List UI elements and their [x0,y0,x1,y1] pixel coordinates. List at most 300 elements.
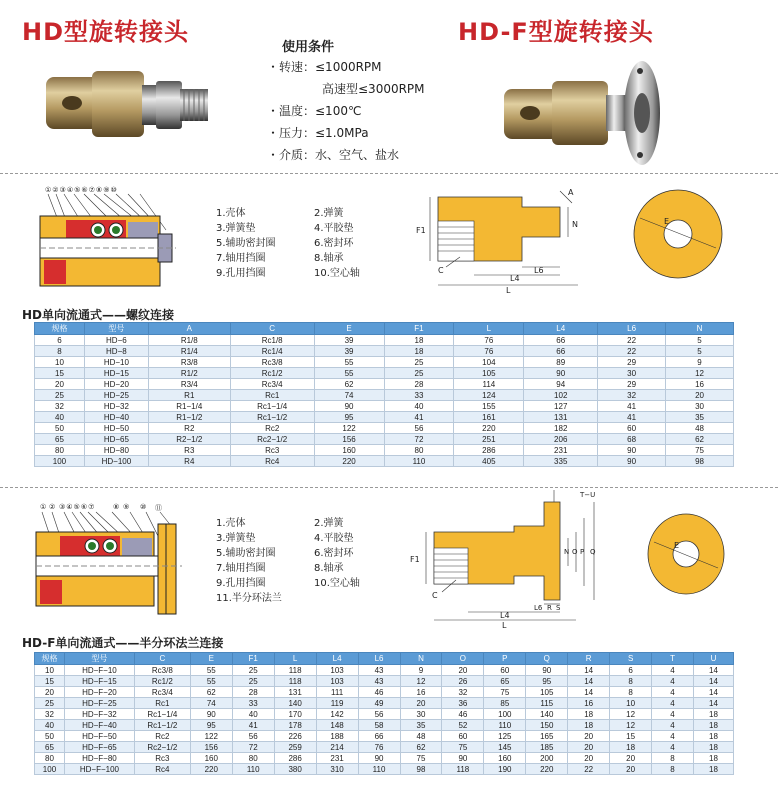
hd-cell-f1: 40 [384,401,454,412]
hdf-header-p: P [484,653,526,665]
hdf-cell-r: 22 [568,764,610,775]
hd-cell-a: R2 [148,423,230,434]
hdf-cell-规格: 50 [35,731,65,742]
hd-cell-l6: 60 [598,423,666,434]
hdf-cell-r: 20 [568,753,610,764]
hd-cell-f1: 72 [384,434,454,445]
hd-cell-e: 160 [314,445,384,456]
hdf-cell-q: 150 [526,720,568,731]
hdf-cell-e: 90 [190,709,232,720]
hdf-cell-r: 16 [568,698,610,709]
hdf-cell-q: 90 [526,665,568,676]
hdf-dim-n: N [564,548,570,556]
hd-cell-型号: HD−50 [84,423,148,434]
hdf-cell-t: 4 [652,731,694,742]
hd-spec-table [34,322,734,467]
hdf-cell-r: 14 [568,676,610,687]
hdf-header-e: E [190,653,232,665]
hd-cell-f1: 41 [384,412,454,423]
hdf-table-row [35,731,734,742]
hdf-cell-t: 8 [652,753,694,764]
hdf-cell-o: 20 [442,665,484,676]
hdf-part-7: 7.轴用挡圈 [216,563,266,574]
hdf-part-5: 5.辅助密封圈 [216,548,276,559]
hd-cell-n: 16 [666,379,734,390]
hdf-cell-l: 259 [274,742,316,753]
hd-cell-l4: 231 [524,445,598,456]
hd-cell-l6: 29 [598,379,666,390]
hd-dim-l: L [506,286,511,295]
hd-cell-l: 161 [454,412,524,423]
hd-cell-e: 62 [314,379,384,390]
divider-middle [0,487,778,488]
hd-cell-c: Rc2−1/2 [230,434,314,445]
hd-cell-l6: 41 [598,401,666,412]
hd-cell-a: R1/8 [148,335,230,346]
hd-cell-n: 75 [666,445,734,456]
hd-end-view [632,188,724,280]
hd-cell-f1: 18 [384,346,454,357]
hd-header-l4: L4 [524,323,598,335]
hdf-cell-q: 105 [526,687,568,698]
hdf-table-row [35,676,734,687]
hd-cell-l6: 30 [598,368,666,379]
hdf-cell-规格: 40 [35,720,65,731]
hd-header-c: C [230,323,314,335]
hdf-cell-t: 4 [652,742,694,753]
hdf-callout-9: ⑨ [123,503,130,511]
hd-cell-e: 74 [314,390,384,401]
hd-cell-l4: 89 [524,357,598,368]
hd-dimension-drawing [410,185,610,295]
hd-cell-c: Rc1/4 [230,346,314,357]
hdf-dim-o: O [572,548,578,556]
hdf-cell-s: 10 [610,698,652,709]
hd-callout-numbers: ①②③④⑤⑥⑦⑧⑨⑩ [45,186,118,194]
hd-cell-l4: 131 [524,412,598,423]
hdf-cell-f1: 28 [232,687,274,698]
hd-cell-l: 155 [454,401,524,412]
hd-table-row [35,379,734,390]
hd-part-8: 8.轴承 [314,253,344,264]
hdf-cell-n: 98 [400,764,442,775]
hdf-header-u: U [693,653,733,665]
hdf-dim-l4: L4 [500,611,510,620]
hdf-cell-r: 20 [568,742,610,753]
hdf-cell-e: 55 [190,665,232,676]
hdf-end-view [646,512,726,596]
hdf-cell-l6: 76 [358,742,400,753]
hdf-cell-t: 4 [652,720,694,731]
hd-cell-a: R2−1/2 [148,434,230,445]
hdf-part-11: 11.半分环法兰 [216,593,282,604]
hdf-callout-2: ② [49,503,56,511]
hdf-dim-tu: T−U [580,491,596,499]
hd-cell-f1: 80 [384,445,454,456]
hd-cell-l4: 102 [524,390,598,401]
hdf-cell-规格: 80 [35,753,65,764]
hdf-cell-c: Rc2−1/2 [134,742,190,753]
hdf-cell-l: 380 [274,764,316,775]
hdf-dim-r: R [547,604,552,612]
hdf-cell-q: 185 [526,742,568,753]
hdf-dim-l6: L6 [534,604,543,612]
hdf-cell-e: 74 [190,698,232,709]
hdf-callout-10: ⑩ [140,503,147,511]
hd-cell-f1: 18 [384,335,454,346]
hdf-cell-型号: HD−F−80 [64,753,134,764]
hdf-part-2: 2.弹簧 [314,518,344,529]
hd-cell-a: R1/4 [148,346,230,357]
hdf-cell-r: 18 [568,720,610,731]
hdf-table-row [35,687,734,698]
hdf-cell-f1: 40 [232,709,274,720]
condition-speed-high: 高速型≤3000RPM [322,82,425,96]
hdf-cell-o: 52 [442,720,484,731]
hdf-cell-r: 14 [568,687,610,698]
hdf-dim-c: C [432,591,438,600]
hd-parts-legend [216,206,394,281]
hdf-cell-p: 190 [484,764,526,775]
hd-cell-f1: 25 [384,357,454,368]
hd-section-title [22,306,174,323]
hd-cell-l: 104 [454,357,524,368]
hd-cell-c: Rc1/2 [230,368,314,379]
hdf-cell-型号: HD−F−10 [64,665,134,676]
hdf-cell-c: Rc3/4 [134,687,190,698]
hdf-cell-s: 12 [610,709,652,720]
hdf-cell-c: Rc4 [134,764,190,775]
hdf-cell-l6: 49 [358,698,400,709]
hdf-cell-l6: 46 [358,687,400,698]
hd-part-4: 4.平胶垫 [314,223,354,234]
hdf-cell-p: 75 [484,687,526,698]
hd-cell-规格: 6 [35,335,85,346]
hd-dim-e: E [664,217,670,226]
hdf-title: HD-F型旋转接头 [458,18,654,46]
hdf-cell-l4: 310 [316,764,358,775]
hd-cell-l: 124 [454,390,524,401]
hd-cell-l4: 206 [524,434,598,445]
hd-cell-n: 5 [666,346,734,357]
hdf-cell-t: 4 [652,687,694,698]
hdf-cell-n: 62 [400,742,442,753]
hd-header-a: A [148,323,230,335]
hdf-cell-c: Rc1−1/2 [134,720,190,731]
hdf-cell-f1: 33 [232,698,274,709]
hdf-cell-l4: 231 [316,753,358,764]
hd-header-n: N [666,323,734,335]
hdf-header-l: L [274,653,316,665]
hdf-cell-p: 145 [484,742,526,753]
hd-part-7: 7.轴用挡圈 [216,253,266,264]
hdf-cell-l6: 56 [358,709,400,720]
hd-header-型号: 型号 [84,323,148,335]
hdf-cell-u: 18 [693,731,733,742]
hdf-cell-p: 85 [484,698,526,709]
hd-cell-l6: 68 [598,434,666,445]
hd-cell-l4: 127 [524,401,598,412]
hdf-header-l4: L4 [316,653,358,665]
hd-cell-l4: 335 [524,456,598,467]
hdf-product-photo [502,55,672,165]
hdf-cell-p: 60 [484,665,526,676]
hdf-cell-u: 14 [693,698,733,709]
hdf-cell-型号: HD−F−15 [64,676,134,687]
condition-pressure: ・压力：≤1.0MPa [267,126,369,140]
hd-cell-型号: HD−6 [84,335,148,346]
hdf-cell-n: 20 [400,698,442,709]
hdf-cell-规格: 32 [35,709,65,720]
hd-part-1: 1.壳体 [216,208,246,219]
hd-cross-section [36,190,186,290]
hdf-header-r: R [568,653,610,665]
hdf-dim-p: P [580,548,585,556]
hdf-cell-c: Rc1 [134,698,190,709]
hdf-callout-3-7: ③④⑤⑥⑦ [59,503,96,511]
hdf-parts-legend [216,516,394,606]
hd-cell-c: Rc2 [230,423,314,434]
hd-cell-型号: HD−65 [84,434,148,445]
hdf-callout-11: ⑪ [155,504,162,512]
hdf-cell-f1: 25 [232,665,274,676]
hdf-cell-规格: 10 [35,665,65,676]
hdf-section-title [22,634,223,651]
hdf-spec-table [34,652,734,775]
hdf-cell-s: 20 [610,764,652,775]
hdf-cell-q: 140 [526,709,568,720]
hd-section-text: 单向流通式——螺纹连接 [42,308,175,322]
hdf-section-prefix: HD-F [22,636,56,650]
hd-cell-e: 39 [314,346,384,357]
hd-cell-f1: 56 [384,423,454,434]
hdf-table-row [35,665,734,676]
hd-cell-规格: 32 [35,401,85,412]
hdf-part-3: 3.弹簧垫 [216,533,256,544]
hd-cell-n: 62 [666,434,734,445]
hdf-cell-l4: 119 [316,698,358,709]
hdf-cell-e: 62 [190,687,232,698]
hdf-header-n: N [400,653,442,665]
hdf-cell-u: 18 [693,709,733,720]
hdf-cell-o: 118 [442,764,484,775]
hd-part-3: 3.弹簧垫 [216,223,256,234]
hdf-cell-t: 4 [652,698,694,709]
hdf-cell-e: 156 [190,742,232,753]
hd-cell-型号: HD−40 [84,412,148,423]
hdf-cell-t: 4 [652,676,694,687]
hdf-cell-f1: 25 [232,676,274,687]
hd-cell-l4: 66 [524,346,598,357]
hd-cell-l: 405 [454,456,524,467]
hd-cell-规格: 65 [35,434,85,445]
hd-cell-l6: 22 [598,346,666,357]
divider-top [0,173,778,174]
hdf-cell-l6: 66 [358,731,400,742]
hdf-cell-p: 125 [484,731,526,742]
hdf-dim-f1: F1 [410,555,420,564]
hd-title: HD型旋转接头 [22,18,190,46]
hd-cell-型号: HD−10 [84,357,148,368]
hdf-cell-t: 4 [652,709,694,720]
hdf-dimension-drawing [404,488,644,628]
hdf-cell-t: 8 [652,764,694,775]
hd-cell-型号: HD−15 [84,368,148,379]
hdf-dim-e: E [674,541,680,550]
hd-cell-l: 105 [454,368,524,379]
hdf-cell-l: 178 [274,720,316,731]
hdf-part-9: 9.孔用挡圈 [216,578,266,589]
hd-part-9: 9.孔用挡圈 [216,268,266,279]
hd-cell-c: Rc1/8 [230,335,314,346]
hdf-cell-l: 170 [274,709,316,720]
hdf-callout-8: ⑧ [113,503,120,511]
hd-cell-l6: 22 [598,335,666,346]
hdf-cell-e: 122 [190,731,232,742]
hdf-dim-l: L [502,621,507,628]
hdf-cell-规格: 65 [35,742,65,753]
hdf-table-row [35,698,734,709]
hd-table-row [35,434,734,445]
hd-cell-n: 5 [666,335,734,346]
hdf-section-text: 单向流通式——半分环法兰连接 [55,636,224,650]
hd-cell-n: 98 [666,456,734,467]
hd-cell-型号: HD−32 [84,401,148,412]
hd-header-f1: F1 [384,323,454,335]
hdf-cell-n: 75 [400,753,442,764]
hdf-cell-型号: HD−F−65 [64,742,134,753]
hd-cell-e: 90 [314,401,384,412]
hd-cell-l6: 29 [598,357,666,368]
hd-cell-f1: 110 [384,456,454,467]
hd-table-row [35,412,734,423]
hd-table-row [35,335,734,346]
hd-cell-n: 48 [666,423,734,434]
hd-cell-l6: 90 [598,445,666,456]
hdf-cell-u: 18 [693,753,733,764]
hd-cell-规格: 80 [35,445,85,456]
hd-cell-规格: 50 [35,423,85,434]
hd-part-6: 6.密封环 [314,238,354,249]
hdf-cell-l: 140 [274,698,316,709]
conditions-title: 使用条件 [282,40,335,55]
condition-medium: ・介质：水、空气、盐水 [267,148,400,162]
hdf-cell-f1: 110 [232,764,274,775]
hd-cell-型号: HD−25 [84,390,148,401]
hd-cell-规格: 100 [35,456,85,467]
hd-cell-l6: 90 [598,456,666,467]
hdf-dim-s: S [556,604,561,612]
hdf-cell-s: 18 [610,742,652,753]
hd-cell-e: 156 [314,434,384,445]
hdf-cell-q: 200 [526,753,568,764]
hdf-cell-n: 48 [400,731,442,742]
hd-cell-a: R1−1/4 [148,401,230,412]
hdf-cell-o: 75 [442,742,484,753]
hd-part-10: 10.空心轴 [314,268,360,279]
hd-cell-c: Rc1−1/2 [230,412,314,423]
hdf-table-row [35,753,734,764]
hdf-cell-o: 60 [442,731,484,742]
hdf-cell-o: 46 [442,709,484,720]
hdf-header-t: T [652,653,694,665]
hdf-cell-u: 18 [693,764,733,775]
hd-cell-l: 114 [454,379,524,390]
hdf-cell-l4: 188 [316,731,358,742]
hdf-cell-q: 115 [526,698,568,709]
hd-cell-规格: 15 [35,368,85,379]
hdf-cell-l6: 43 [358,665,400,676]
hdf-cell-l4: 214 [316,742,358,753]
hdf-cell-n: 30 [400,709,442,720]
hdf-table-row [35,764,734,775]
hdf-cell-型号: HD−F−50 [64,731,134,742]
hdf-table-row [35,742,734,753]
hd-cell-型号: HD−8 [84,346,148,357]
hd-cell-c: Rc1 [230,390,314,401]
hdf-cell-l4: 142 [316,709,358,720]
hdf-cell-p: 160 [484,753,526,764]
hd-dim-l6: L6 [534,266,544,275]
hdf-cell-r: 14 [568,665,610,676]
hd-cell-c: Rc1−1/4 [230,401,314,412]
hdf-cell-l: 118 [274,665,316,676]
hdf-table-row [35,709,734,720]
hd-part-5: 5.辅助密封圈 [216,238,276,249]
hd-cell-规格: 25 [35,390,85,401]
hdf-cell-n: 35 [400,720,442,731]
hd-cell-a: R1/2 [148,368,230,379]
hd-table-row [35,456,734,467]
hdf-cell-s: 8 [610,676,652,687]
hd-table-row [35,445,734,456]
hdf-cell-o: 32 [442,687,484,698]
hdf-cell-n: 16 [400,687,442,698]
hdf-header-f1: F1 [232,653,274,665]
hdf-cell-o: 36 [442,698,484,709]
hdf-cell-r: 20 [568,731,610,742]
hd-cell-规格: 8 [35,346,85,357]
hdf-cell-l6: 110 [358,764,400,775]
hdf-header-o: O [442,653,484,665]
hdf-cell-l: 286 [274,753,316,764]
hd-cell-n: 20 [666,390,734,401]
hd-cell-规格: 20 [35,379,85,390]
hdf-header-l6: L6 [358,653,400,665]
hdf-cell-型号: HD−F−100 [64,764,134,775]
hd-dim-n: N [572,220,578,229]
hdf-header-型号: 型号 [64,653,134,665]
hdf-cell-n: 12 [400,676,442,687]
hd-product-photo [42,55,222,150]
hd-cell-e: 95 [314,412,384,423]
hd-dim-l4: L4 [510,274,520,283]
hdf-cell-u: 14 [693,687,733,698]
hdf-cell-c: Rc1−1/4 [134,709,190,720]
hdf-cell-规格: 25 [35,698,65,709]
hdf-cell-l: 131 [274,687,316,698]
hd-table-row [35,390,734,401]
hdf-part-6: 6.密封环 [314,548,354,559]
hdf-cell-e: 55 [190,676,232,687]
hd-cell-f1: 28 [384,379,454,390]
hdf-cell-f1: 56 [232,731,274,742]
hd-cell-型号: HD−20 [84,379,148,390]
hdf-cell-t: 4 [652,665,694,676]
hdf-cell-f1: 41 [232,720,274,731]
hdf-header-规格: 规格 [35,653,65,665]
hdf-part-4: 4.平胶垫 [314,533,354,544]
